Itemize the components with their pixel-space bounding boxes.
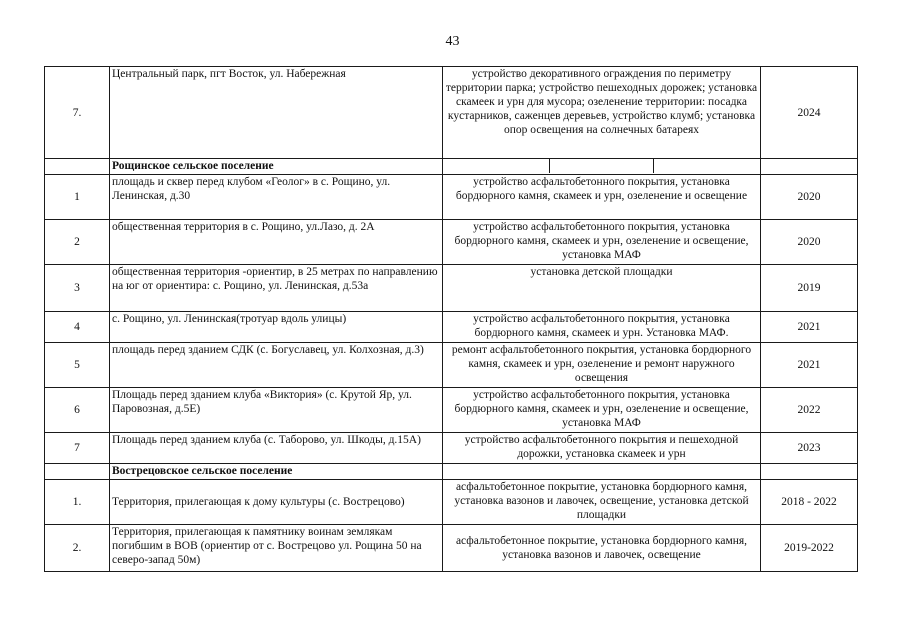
table-row — [45, 433, 858, 464]
table-row — [45, 175, 858, 220]
year-cell: 2021 — [761, 312, 858, 343]
works-list: устройство асфальтобетонного покрытия, установка бордюрного камня, скамеек и урн. Установка МАФ. — [443, 312, 761, 343]
table-row — [45, 343, 858, 388]
row-number: 3 — [45, 265, 110, 312]
works-list: асфальтобетонное покрытие, установка бордюрного камня, установка вазонов и лавочек, освещение — [443, 525, 761, 572]
table-row — [45, 220, 858, 265]
table-row — [45, 265, 858, 312]
works-list: ремонт асфальтобетонного покрытия, установка бордюрного камня, скамеек и урн, озеленение и ремонт наружного освещения — [443, 343, 761, 388]
row-number: 7. — [45, 67, 110, 159]
row-number: 1 — [45, 175, 110, 220]
territory-address: Территория, прилегающая к дому культуры (с. Вострецово) — [110, 480, 443, 525]
section-empty-cell — [443, 464, 761, 480]
territory-address: площадь и сквер перед клубом «Геолог» в с. Рощино, ул. Ленинская, д.30 — [110, 175, 443, 220]
territory-address: общественная территория в с. Рощино, ул.Лазо, д. 2А — [110, 220, 443, 265]
year-cell: 2023 — [761, 433, 858, 464]
section-title-roshchino: Рощинское сельское поселение — [110, 159, 443, 175]
works-list: устройство асфальтобетонного покрытия, установка бордюрного камня, скамеек и урн, озеленение и освещение, установка МАФ — [443, 220, 761, 265]
row-number: 4 — [45, 312, 110, 343]
year-cell: 2022 — [761, 388, 858, 433]
section-empty-cell — [761, 159, 858, 175]
table-row — [45, 312, 858, 343]
territory-address: Площадь перед зданием клуба (с. Таборово, ул. Шкоды, д.15А) — [110, 433, 443, 464]
territory-address: площадь перед зданием СДК (с. Богуславец, ул. Колхозная, д.3) — [110, 343, 443, 388]
works-list: устройство асфальтобетонного покрытия, установка бордюрного камня, скамеек и урн, озеленение и освещение, установка МАФ — [443, 388, 761, 433]
section-empty-cell — [45, 159, 110, 175]
territory-address: с. Рощино, ул. Ленинская(тротуар вдоль улицы) — [110, 312, 443, 343]
improvement-table — [44, 66, 858, 572]
row-number: 2 — [45, 220, 110, 265]
table-row — [45, 480, 858, 525]
year-cell: 2020 — [761, 220, 858, 265]
year-cell: 2018 - 2022 — [761, 480, 858, 525]
row-number: 5 — [45, 343, 110, 388]
year-cell: 2021 — [761, 343, 858, 388]
split-part — [653, 159, 758, 173]
works-list: устройство асфальтобетонного покрытия, установка бордюрного камня, скамеек и урн, озеленение и освещение — [443, 175, 761, 220]
section-row — [45, 464, 858, 480]
section-row — [45, 159, 858, 175]
row-number: 7 — [45, 433, 110, 464]
split-part — [445, 159, 549, 173]
page-number: 43 — [445, 34, 460, 49]
works-list: устройство декоративного ограждения по периметру территории парка; устройство пешеходных дорожек; установка скамеек и урн для мусора; озеленение территории: посадка кустарников, саженцев деревьев, устройство клумб; установка опор освещения на солнечных батареях — [443, 67, 761, 159]
row-number: 1. — [45, 480, 110, 525]
table-row — [45, 67, 858, 159]
territory-address: Площадь перед зданием клуба «Виктория» (с. Крутой Яр, ул. Паровозная, д.5Е) — [110, 388, 443, 433]
table-row — [45, 388, 858, 433]
territory-address: Центральный парк, пгт Восток, ул. Набережная — [110, 67, 443, 159]
table-row — [45, 525, 858, 572]
territory-address: Территория, прилегающая к памятнику воинам землякам погибшим в ВОВ (ориентир от с. Вострецово ул. Рощина 50 на северо-запад 50м) — [110, 525, 443, 572]
works-list: устройство асфальтобетонного покрытия и пешеходной дорожки, установка скамеек и урн — [443, 433, 761, 464]
row-number: 6 — [45, 388, 110, 433]
territory-address: общественная территория -ориентир, в 25 метрах по направлению на юг от ориентира: с. Рощино, ул. Ленинская, д.53а — [110, 265, 443, 312]
works-list: асфальтобетонное покрытие, установка бордюрного камня, установка вазонов и лавочек, освещение, установка детской площадки — [443, 480, 761, 525]
split-box — [445, 159, 758, 173]
split-part — [549, 159, 654, 173]
year-cell: 2019 — [761, 265, 858, 312]
year-cell: 2019-2022 — [761, 525, 858, 572]
year-cell: 2020 — [761, 175, 858, 220]
section-split-cell — [443, 159, 761, 175]
works-list: установка детской площадки — [443, 265, 761, 312]
section-empty-cell — [45, 464, 110, 480]
section-title-vostretsovo: Вострецовское сельское поселение — [110, 464, 443, 480]
year-cell: 2024 — [761, 67, 858, 159]
section-empty-cell — [761, 464, 858, 480]
row-number: 2. — [45, 525, 110, 572]
